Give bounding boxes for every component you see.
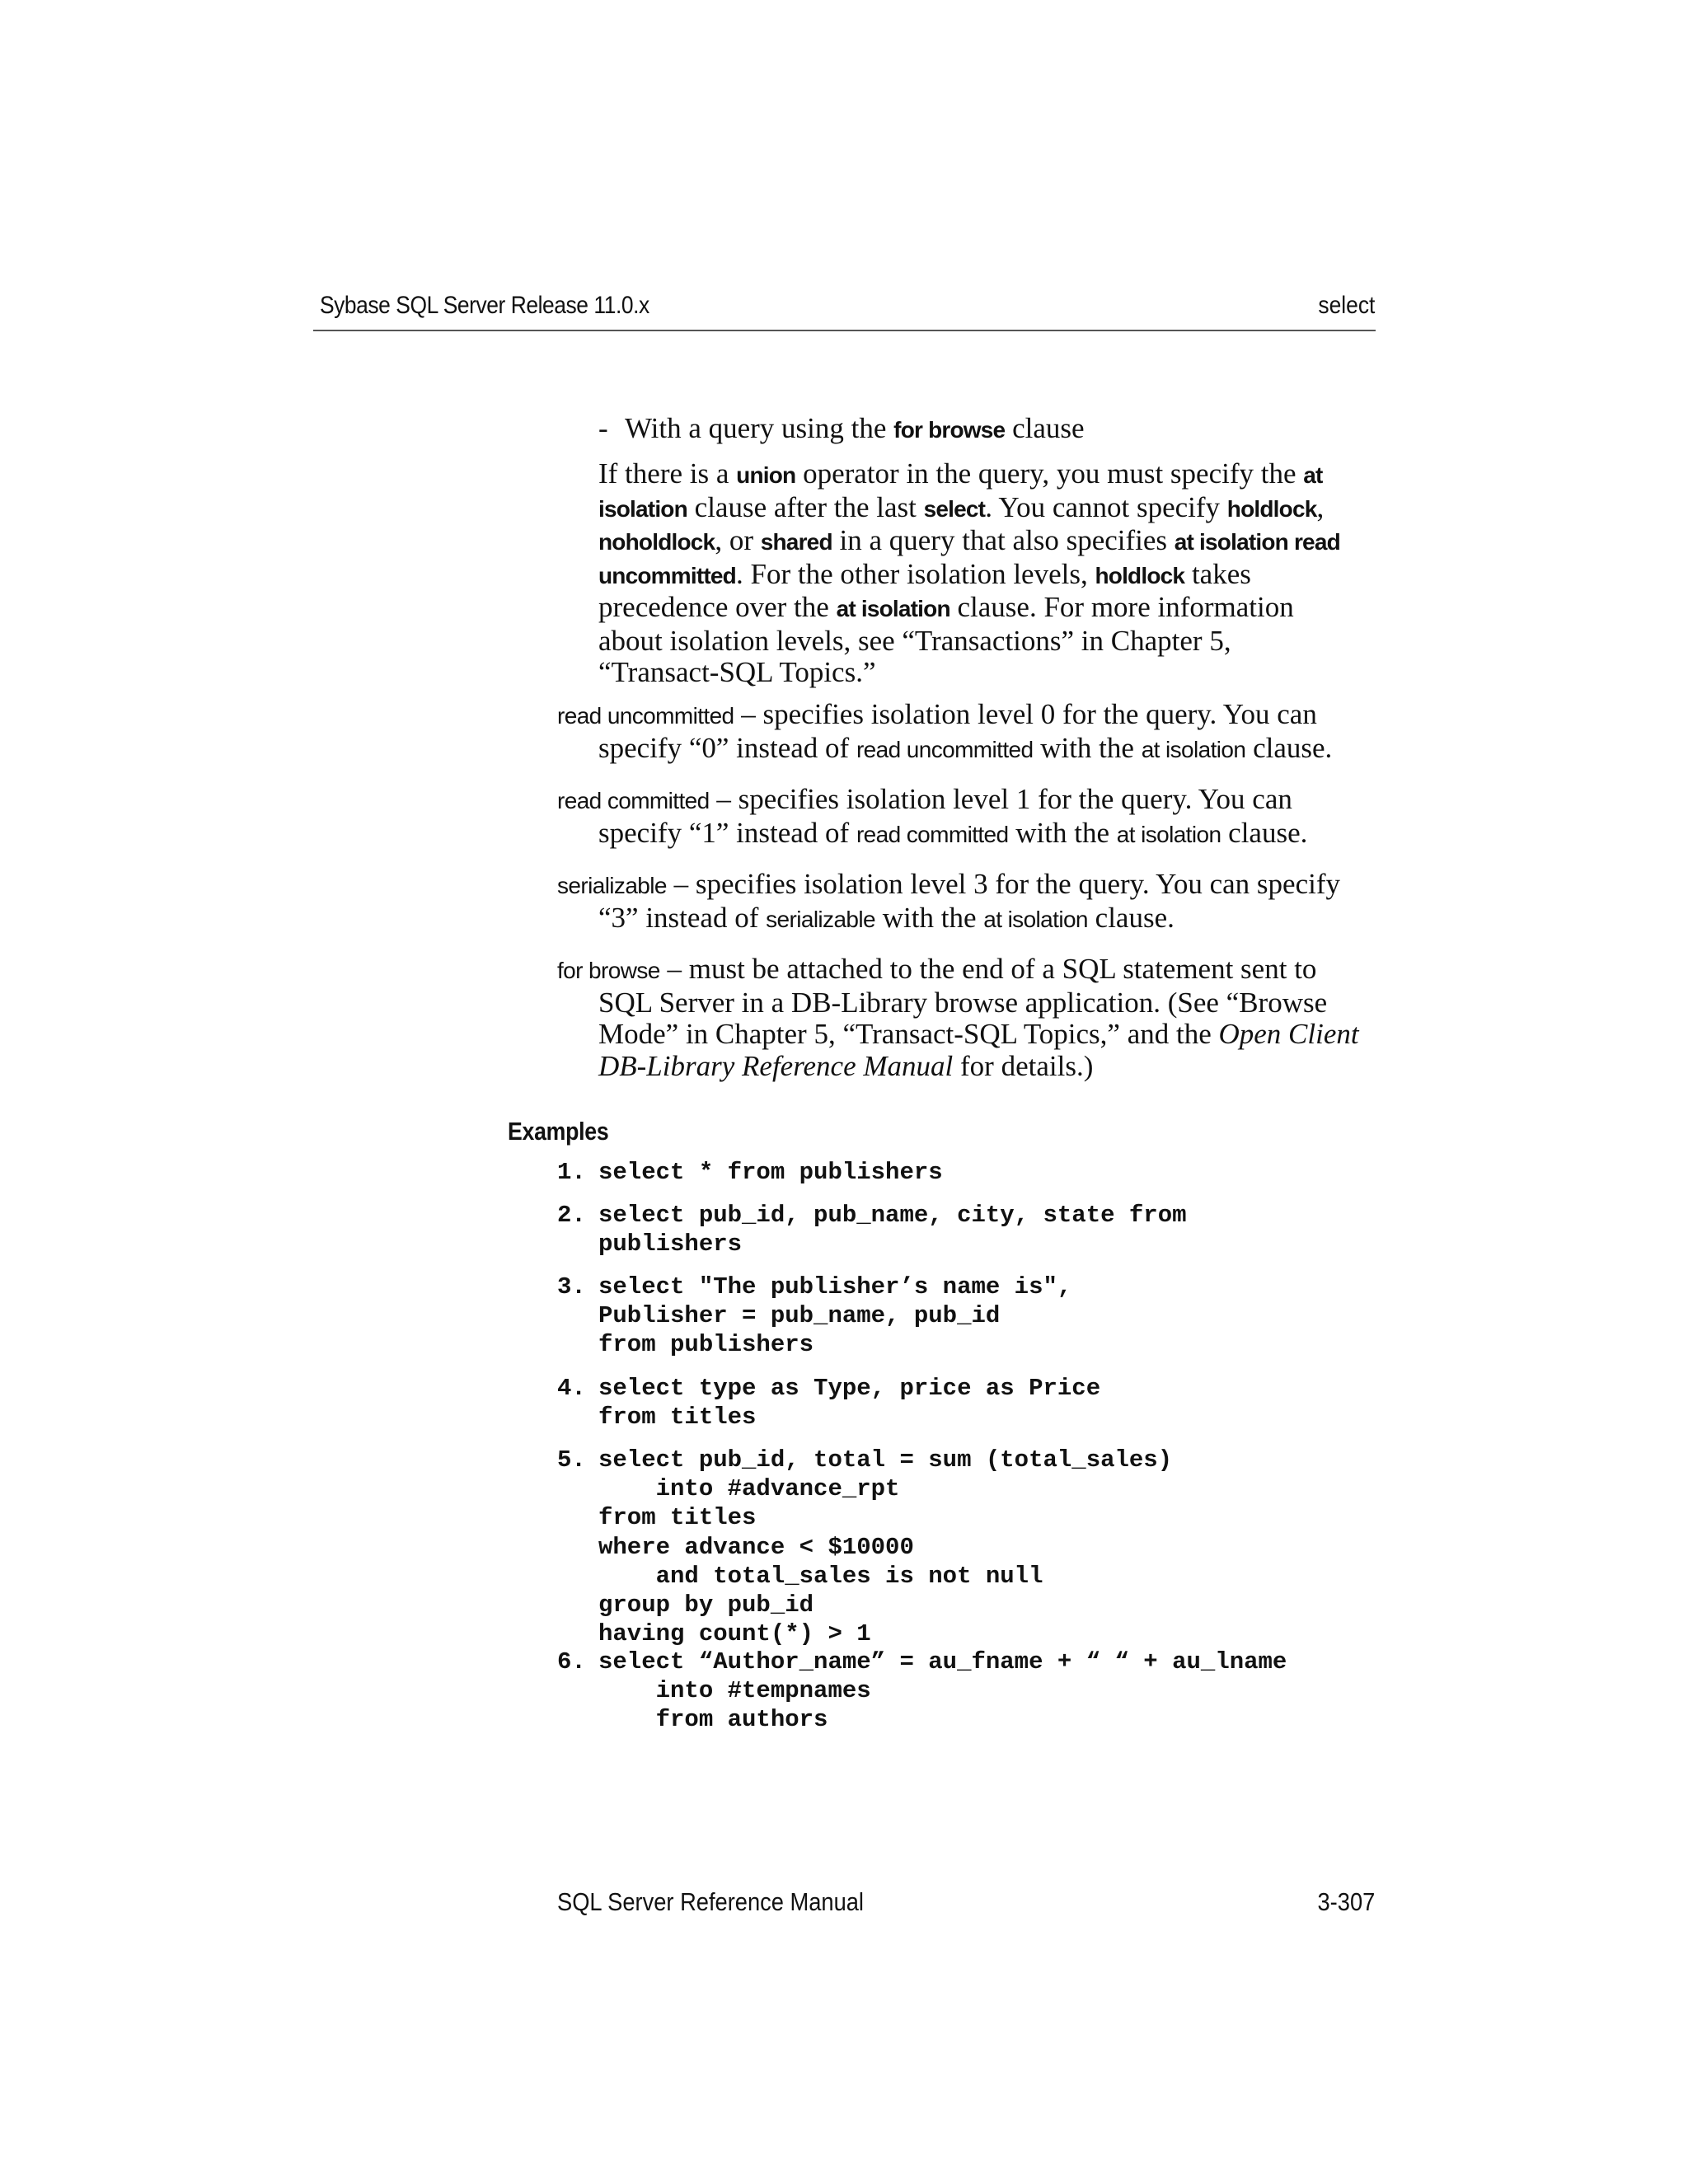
bullet-item: [598, 412, 1085, 447]
bullet-dash: -: [598, 412, 608, 444]
code-text: from titles: [598, 1504, 757, 1532]
isolation-paragraph: [598, 458, 1381, 689]
code-line: [557, 1676, 1287, 1705]
code-text: publishers: [598, 1230, 743, 1258]
keyword: noholdlock: [598, 529, 715, 555]
running-header-section: select: [1318, 292, 1375, 319]
code-line: [557, 1503, 1172, 1532]
code-text: into #tempnames: [598, 1677, 871, 1705]
option-term: read committed: [557, 788, 710, 813]
keyword: at isolation: [983, 906, 1088, 932]
keyword: holdlock: [1095, 562, 1185, 588]
code-line: [557, 1201, 1187, 1230]
keyword: at isolation read: [1174, 529, 1340, 555]
para-line: uncommitted. For the other isolation levels, holdlock takes: [598, 557, 1251, 590]
code-example: [557, 1158, 943, 1187]
code-text: select pub_id, pub_name, city, state from: [598, 1202, 1187, 1229]
code-text: having count(*) > 1: [598, 1620, 871, 1648]
keyword: isolation: [598, 495, 687, 522]
code-text: select * from publishers: [598, 1159, 943, 1186]
code-line: [557, 1374, 1100, 1403]
code-line: [557, 1230, 1187, 1258]
code-line: [557, 1158, 943, 1187]
bullet-text: clause: [1005, 412, 1085, 444]
code-line: [557, 1647, 1287, 1676]
keyword: holdlock: [1226, 495, 1317, 522]
option-serializable: serializable – specifies isolation level 3 for the query. You can specify “3” instead of serializable with the at isolation clause.: [557, 868, 1340, 934]
keyword: at: [1303, 462, 1323, 488]
code-line: [557, 1330, 1071, 1359]
code-example: [557, 1201, 1187, 1258]
option-term: serializable: [557, 873, 667, 898]
keyword: serializable: [766, 906, 875, 932]
option-term: read uncommitted: [557, 703, 734, 729]
keyword: read uncommitted: [856, 736, 1034, 762]
keyword: uncommitted: [598, 562, 736, 588]
para-line: noholdlock, or shared in a query that also specifies at isolation read: [598, 524, 1340, 556]
code-example: [557, 1446, 1172, 1648]
example-number: 4.: [557, 1375, 586, 1402]
para-line: isolation clause after the last select. You cannot specify holdlock,: [598, 490, 1325, 523]
keyword: at isolation: [1116, 821, 1221, 847]
keyword: at isolation: [1141, 736, 1246, 762]
keyword: at isolation: [836, 596, 950, 621]
para-line: “Transact-SQL Topics.”: [598, 656, 876, 688]
example-number: 1.: [557, 1159, 586, 1186]
code-line: [557, 1474, 1172, 1503]
para-line: precedence over the at isolation clause. For more information: [598, 591, 1294, 623]
example-number: 6.: [557, 1648, 586, 1675]
code-line: [557, 1301, 1071, 1330]
code-text: from titles: [598, 1404, 757, 1432]
code-line: [557, 1272, 1071, 1301]
example-number: 3.: [557, 1273, 586, 1301]
code-text: from publishers: [598, 1331, 814, 1359]
option-for-browse: for browse – must be attached to the end of a SQL statement sent to SQL Server in a DB-Library browse application. (See “Browse Mode” in Chapter 5, “Transact-SQL Topics,” and the Open Client DB-Library Reference Manual for details.): [557, 953, 1359, 1082]
code-line: [557, 1591, 1172, 1619]
code-text: and total_sales is not null: [598, 1562, 1043, 1590]
code-line: [557, 1619, 1172, 1648]
code-text: select type as Type, price as Price: [598, 1375, 1101, 1402]
code-text: select “Author_name” = au_fname + “ “ + au_lname: [598, 1648, 1287, 1675]
page-number: 3-307: [1317, 1887, 1375, 1916]
code-example: [557, 1374, 1100, 1432]
running-header-title: Sybase SQL Server Release 11.0.x: [320, 292, 649, 319]
example-number: 2.: [557, 1202, 586, 1229]
keyword: for browse: [893, 417, 1006, 443]
bullet-text: With a query using the: [625, 412, 894, 444]
examples-heading: Examples: [508, 1117, 609, 1146]
code-line: [557, 1562, 1172, 1591]
code-text: from authors: [598, 1706, 828, 1734]
keyword: select: [923, 495, 986, 522]
code-line: [557, 1403, 1100, 1432]
code-example: [557, 1272, 1071, 1360]
manual-title: DB-Library Reference Manual: [598, 1049, 954, 1082]
header-rule: [313, 330, 1376, 331]
code-text: select pub_id, total = sum (total_sales): [598, 1446, 1173, 1474]
manual-title: Open Client: [1218, 1018, 1359, 1050]
option-read-uncommitted: read uncommitted – specifies isolation level 0 for the query. You can specify “0” instead of read uncommitted with the at isolation clause.: [557, 698, 1333, 764]
keyword: read committed: [856, 821, 1009, 847]
example-number: 5.: [557, 1446, 586, 1474]
code-text: into #advance_rpt: [598, 1475, 900, 1503]
keyword: union: [736, 462, 796, 488]
code-text: Publisher = pub_name, pub_id: [598, 1302, 1001, 1330]
code-text: select "The publisher’s name is",: [598, 1273, 1072, 1301]
keyword: shared: [760, 529, 832, 555]
para-line: If there is a union operator in the query, you must specify the at: [598, 457, 1323, 490]
code-text: group by pub_id: [598, 1591, 814, 1619]
option-read-committed: read committed – specifies isolation level 1 for the query. You can specify “1” instead of read committed with the at isolation clause.: [557, 783, 1308, 849]
code-text: where advance < $10000: [598, 1533, 914, 1561]
code-line: [557, 1533, 1172, 1562]
code-line: [557, 1705, 1287, 1734]
para-line: about isolation levels, see “Transactions” in Chapter 5,: [598, 624, 1231, 657]
option-term: for browse: [557, 958, 660, 983]
code-line: [557, 1446, 1172, 1474]
footer-manual-title: SQL Server Reference Manual: [557, 1887, 865, 1916]
code-example: [557, 1647, 1287, 1735]
